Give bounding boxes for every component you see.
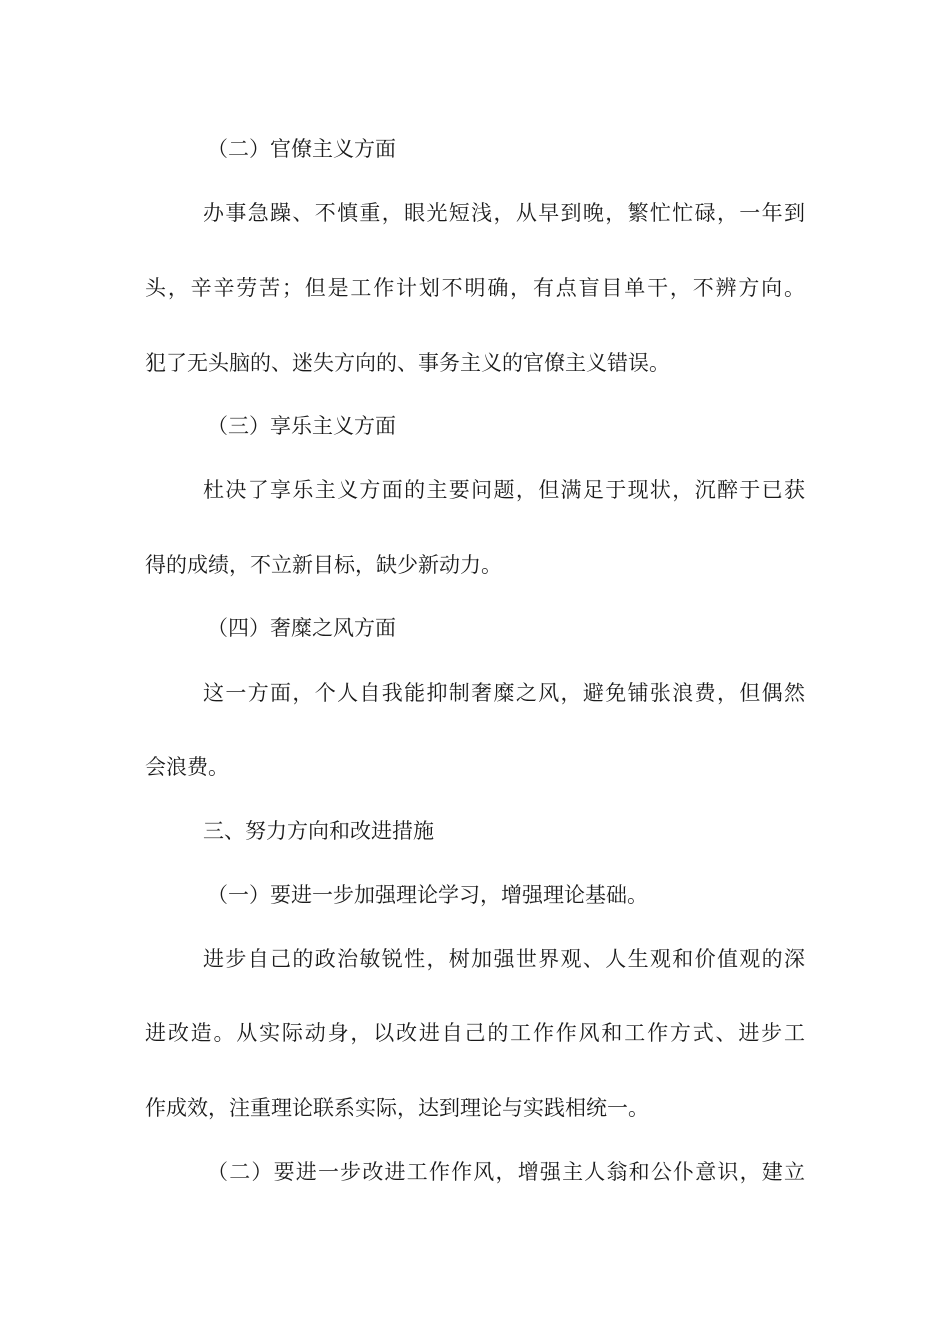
paragraph-line: 犯了无头脑的、迷失方向的、事务主义的官僚主义错误。 xyxy=(145,351,670,375)
subsection-heading-work-style: （二）要进一步改进工作作风，增强主人翁和公仆意识，建立 xyxy=(207,1160,805,1184)
paragraph-line: 得的成绩，不立新目标，缺少新动力。 xyxy=(145,553,502,577)
section-heading-improvement: 三、努力方向和改进措施 xyxy=(203,819,434,843)
paragraph-line: 这一方面，个人自我能抑制奢糜之风，避免铺张浪费，但偶然 xyxy=(203,681,805,705)
section-heading-bureaucratism: （二）官僚主义方面 xyxy=(207,137,396,161)
section-heading-hedonism: （三）享乐主义方面 xyxy=(207,414,396,438)
paragraph-line: 杜决了享乐主义方面的主要问题，但满足于现状，沉醉于已获 xyxy=(203,478,805,502)
section-heading-extravagance: （四）奢糜之风方面 xyxy=(207,616,396,640)
paragraph-line: 办事急躁、不慎重，眼光短浅，从早到晚，繁忙忙碌，一年到 xyxy=(203,201,805,225)
paragraph-line: 进改造。从实际动身，以改进自己的工作作风和工作方式、进步工 xyxy=(145,1021,805,1045)
paragraph-line: 会浪费。 xyxy=(145,755,229,779)
paragraph-line: 作成效，注重理论联系实际，达到理论与实践相统一。 xyxy=(145,1096,649,1120)
paragraph-line: 进步自己的政治敏锐性，树加强世界观、人生观和价值观的深 xyxy=(203,947,805,971)
subsection-heading-theory-study: （一）要进一步加强理论学习，增强理论基础。 xyxy=(207,883,648,907)
paragraph-line: 头，辛辛劳苦；但是工作计划不明确，有点盲目单干，不辨方向。 xyxy=(145,276,805,300)
